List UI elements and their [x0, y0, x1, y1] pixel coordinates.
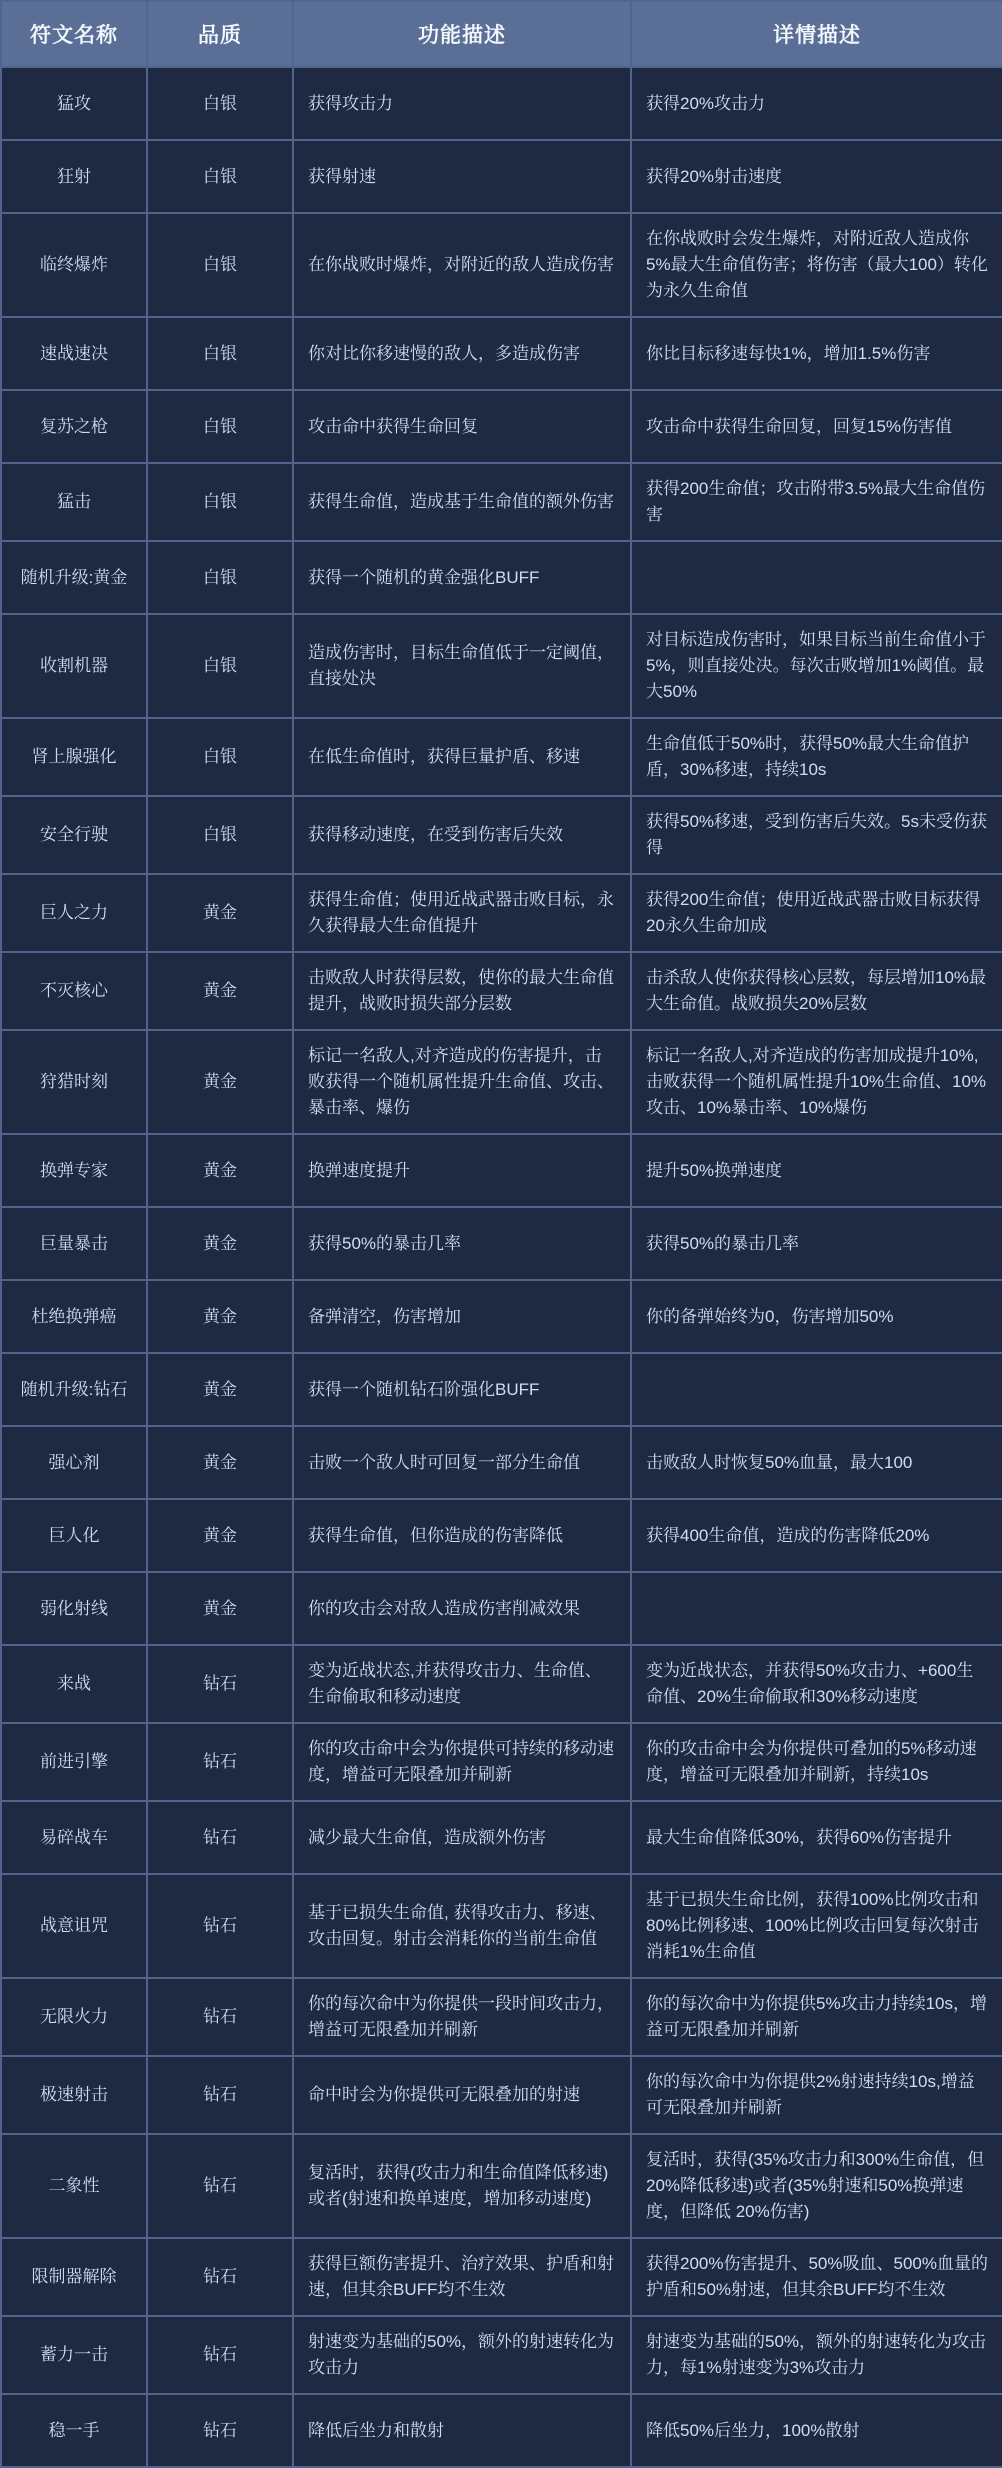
table-row	[1, 2394, 1002, 2467]
quality-cell: 白银	[147, 317, 293, 390]
quality-cell: 白银	[147, 463, 293, 541]
quality-cell: 白银	[147, 140, 293, 213]
table-row	[1, 1353, 1002, 1426]
function-cell: 获得巨额伤害提升、治疗效果、护盾和射速，但其余BUFF均不生效	[293, 2238, 631, 2316]
detail-cell: 击败敌人时恢复50%血量，最大100	[631, 1426, 1002, 1499]
quality-cell: 白银	[147, 390, 293, 463]
detail-cell: 获得200%伤害提升、50%吸血、500%血量的护盾和50%射速，但其余BUFF均不生效	[631, 2238, 1002, 2316]
table-header-row	[1, 1, 1002, 67]
table-row	[1, 1978, 1002, 2056]
quality-cell: 钻石	[147, 2394, 293, 2467]
rune-name-cell: 战意诅咒	[1, 1874, 147, 1978]
rune-name-cell: 蓄力一击	[1, 2316, 147, 2394]
table-row	[1, 952, 1002, 1030]
table-row	[1, 796, 1002, 874]
detail-cell: 获得400生命值，造成的伤害降低20%	[631, 1499, 1002, 1572]
detail-cell: 降低50%后坐力，100%散射	[631, 2394, 1002, 2467]
rune-name-cell: 来战	[1, 1645, 147, 1723]
quality-cell: 黄金	[147, 952, 293, 1030]
rune-name-cell: 狩猎时刻	[1, 1030, 147, 1134]
function-cell: 获得生命值；使用近战武器击败目标，永久获得最大生命值提升	[293, 874, 631, 952]
quality-cell: 钻石	[147, 2134, 293, 2238]
quality-cell: 钻石	[147, 1978, 293, 2056]
function-cell: 在低生命值时，获得巨量护盾、移速	[293, 718, 631, 796]
detail-cell: 获得20%射击速度	[631, 140, 1002, 213]
detail-cell: 获得200生命值；攻击附带3.5%最大生命值伤害	[631, 463, 1002, 541]
rune-name-cell: 随机升级:钻石	[1, 1353, 147, 1426]
detail-cell: 变为近战状态，并获得50%攻击力、+600生命值、20%生命偷取和30%移动速度	[631, 1645, 1002, 1723]
rune-name-cell: 二象性	[1, 2134, 147, 2238]
quality-cell: 黄金	[147, 1353, 293, 1426]
detail-cell: 你的每次命中为你提供2%射速持续10s,增益可无限叠加并刷新	[631, 2056, 1002, 2134]
detail-cell: 获得50%的暴击几率	[631, 1207, 1002, 1280]
table-row	[1, 1134, 1002, 1207]
rune-name-cell: 巨量暴击	[1, 1207, 147, 1280]
quality-cell: 白银	[147, 796, 293, 874]
table-row	[1, 614, 1002, 718]
function-cell: 在你战败时爆炸，对附近的敌人造成伤害	[293, 213, 631, 317]
detail-cell: 生命值低于50%时，获得50%最大生命值护盾，30%移速，持续10s	[631, 718, 1002, 796]
rune-name-cell: 杜绝换弹癌	[1, 1280, 147, 1353]
detail-cell: 攻击命中获得生命回复，回复15%伤害值	[631, 390, 1002, 463]
rune-name-cell: 速战速决	[1, 317, 147, 390]
rune-name-cell: 换弹专家	[1, 1134, 147, 1207]
table-row	[1, 541, 1002, 614]
detail-cell: 获得20%攻击力	[631, 67, 1002, 140]
detail-cell: 你的攻击命中会为你提供可叠加的5%移动速度，增益可无限叠加并刷新，持续10s	[631, 1723, 1002, 1801]
function-cell: 换弹速度提升	[293, 1134, 631, 1207]
detail-cell: 标记一名敌人,对齐造成的伤害加成提升10%,击败获得一个随机属性提升10%生命值、10%攻击、10%暴击率、10%爆伤	[631, 1030, 1002, 1134]
function-cell: 复活时，获得(攻击力和生命值降低移速)或者(射速和换单速度，增加移动速度)	[293, 2134, 631, 2238]
function-cell: 获得射速	[293, 140, 631, 213]
rune-name-cell: 收割机器	[1, 614, 147, 718]
detail-cell: 对目标造成伤害时，如果目标当前生命值小于5%，则直接处决。每次击败增加1%阈值。最大50%	[631, 614, 1002, 718]
detail-cell: 你的备弹始终为0，伤害增加50%	[631, 1280, 1002, 1353]
function-cell: 基于已损失生命值, 获得攻击力、移速、攻击回复。射击会消耗你的当前生命值	[293, 1874, 631, 1978]
function-cell: 备弹清空，伤害增加	[293, 1280, 631, 1353]
detail-cell: 提升50%换弹速度	[631, 1134, 1002, 1207]
table-row	[1, 874, 1002, 952]
table-row	[1, 1723, 1002, 1801]
rune-name-cell: 肾上腺强化	[1, 718, 147, 796]
function-cell: 获得一个随机钻石阶强化BUFF	[293, 1353, 631, 1426]
detail-cell	[631, 1572, 1002, 1645]
quality-cell: 白银	[147, 541, 293, 614]
function-cell: 标记一名敌人,对齐造成的伤害提升，击败获得一个随机属性提升生命值、攻击、暴击率、爆伤	[293, 1030, 631, 1134]
col-header-rune-name: 符文名称	[1, 1, 147, 67]
function-cell: 获得攻击力	[293, 67, 631, 140]
table-row	[1, 1426, 1002, 1499]
quality-cell: 钻石	[147, 1723, 293, 1801]
table-row	[1, 1030, 1002, 1134]
function-cell: 你对比你移速慢的敌人，多造成伤害	[293, 317, 631, 390]
function-cell: 减少最大生命值，造成额外伤害	[293, 1801, 631, 1874]
detail-cell: 获得50%移速，受到伤害后失效。5s未受伤获得	[631, 796, 1002, 874]
table-row	[1, 390, 1002, 463]
function-cell: 造成伤害时，目标生命值低于一定阈值，直接处决	[293, 614, 631, 718]
quality-cell: 白银	[147, 213, 293, 317]
detail-cell	[631, 541, 1002, 614]
detail-cell: 获得200生命值；使用近战武器击败目标获得20永久生命加成	[631, 874, 1002, 952]
rune-name-cell: 安全行驶	[1, 796, 147, 874]
detail-cell: 最大生命值降低30%，获得60%伤害提升	[631, 1801, 1002, 1874]
table-row	[1, 2316, 1002, 2394]
quality-cell: 黄金	[147, 1134, 293, 1207]
table-row	[1, 1499, 1002, 1572]
quality-cell: 钻石	[147, 2316, 293, 2394]
function-cell: 你的攻击命中会为你提供可持续的移动速度，增益可无限叠加并刷新	[293, 1723, 631, 1801]
quality-cell: 钻石	[147, 2056, 293, 2134]
detail-cell: 击杀敌人使你获得核心层数，每层增加10%最大生命值。战败损失20%层数	[631, 952, 1002, 1030]
table-row	[1, 140, 1002, 213]
rune-name-cell: 极速射击	[1, 2056, 147, 2134]
rune-name-cell: 不灭核心	[1, 952, 147, 1030]
table-row	[1, 718, 1002, 796]
rune-name-cell: 强心剂	[1, 1426, 147, 1499]
rune-name-cell: 巨人化	[1, 1499, 147, 1572]
table-row	[1, 317, 1002, 390]
table-row	[1, 213, 1002, 317]
detail-cell: 复活时，获得(35%攻击力和300%生命值，但20%降低移速)或者(35%射速和50%换弹速度，但降低 20%伤害)	[631, 2134, 1002, 2238]
function-cell: 获得生命值，造成基于生命值的额外伤害	[293, 463, 631, 541]
table-row	[1, 2238, 1002, 2316]
table-row	[1, 2056, 1002, 2134]
rune-name-cell: 猛击	[1, 463, 147, 541]
table-row	[1, 1645, 1002, 1723]
function-cell: 射速变为基础的50%，额外的射速转化为攻击力	[293, 2316, 631, 2394]
rune-name-cell: 狂射	[1, 140, 147, 213]
detail-cell: 基于已损失生命比例，获得100%比例攻击和80%比例移速、100%比例攻击回复每次射击消耗1%生命值	[631, 1874, 1002, 1978]
quality-cell: 黄金	[147, 1499, 293, 1572]
rune-name-cell: 巨人之力	[1, 874, 147, 952]
function-cell: 变为近战状态,并获得攻击力、生命值、生命偷取和移动速度	[293, 1645, 631, 1723]
table-body	[1, 67, 1002, 2467]
rune-name-cell: 猛攻	[1, 67, 147, 140]
function-cell: 获得移动速度，在受到伤害后失效	[293, 796, 631, 874]
function-cell: 获得50%的暴击几率	[293, 1207, 631, 1280]
rune-name-cell: 弱化射线	[1, 1572, 147, 1645]
rune-name-cell: 前进引擎	[1, 1723, 147, 1801]
function-cell: 获得生命值，但你造成的伤害降低	[293, 1499, 631, 1572]
detail-cell: 你的每次命中为你提供5%攻击力持续10s，增益可无限叠加并刷新	[631, 1978, 1002, 2056]
function-cell: 命中时会为你提供可无限叠加的射速	[293, 2056, 631, 2134]
detail-cell: 在你战败时会发生爆炸，对附近敌人造成你5%最大生命值伤害；将伤害（最大100）转化为永久生命值	[631, 213, 1002, 317]
rune-name-cell: 稳一手	[1, 2394, 147, 2467]
detail-cell	[631, 1353, 1002, 1426]
quality-cell: 黄金	[147, 874, 293, 952]
function-cell: 降低后坐力和散射	[293, 2394, 631, 2467]
table-row	[1, 2134, 1002, 2238]
table-row	[1, 67, 1002, 140]
function-cell: 击败敌人时获得层数，使你的最大生命值提升，战败时损失部分层数	[293, 952, 631, 1030]
quality-cell: 钻石	[147, 2238, 293, 2316]
table-row	[1, 1801, 1002, 1874]
quality-cell: 黄金	[147, 1572, 293, 1645]
quality-cell: 白银	[147, 718, 293, 796]
col-header-quality: 品质	[147, 1, 293, 67]
detail-cell: 你比目标移速每快1%，增加1.5%伤害	[631, 317, 1002, 390]
rune-name-cell: 随机升级:黄金	[1, 541, 147, 614]
rune-name-cell: 限制器解除	[1, 2238, 147, 2316]
quality-cell: 黄金	[147, 1207, 293, 1280]
function-cell: 获得一个随机的黄金强化BUFF	[293, 541, 631, 614]
quality-cell: 黄金	[147, 1030, 293, 1134]
function-cell: 你的每次命中为你提供一段时间攻击力，增益可无限叠加并刷新	[293, 1978, 631, 2056]
rune-name-cell: 无限火力	[1, 1978, 147, 2056]
quality-cell: 白银	[147, 67, 293, 140]
function-cell: 击败一个敌人时可回复一部分生命值	[293, 1426, 631, 1499]
quality-cell: 白银	[147, 614, 293, 718]
detail-cell: 射速变为基础的50%，额外的射速转化为攻击力，每1%射速变为3%攻击力	[631, 2316, 1002, 2394]
table-row	[1, 1207, 1002, 1280]
table-row	[1, 1572, 1002, 1645]
quality-cell: 钻石	[147, 1801, 293, 1874]
col-header-function: 功能描述	[293, 1, 631, 67]
quality-cell: 黄金	[147, 1426, 293, 1499]
quality-cell: 钻石	[147, 1645, 293, 1723]
quality-cell: 钻石	[147, 1874, 293, 1978]
rune-name-cell: 易碎战车	[1, 1801, 147, 1874]
function-cell: 你的攻击会对敌人造成伤害削减效果	[293, 1572, 631, 1645]
quality-cell: 黄金	[147, 1280, 293, 1353]
table-row	[1, 463, 1002, 541]
rune-name-cell: 临终爆炸	[1, 213, 147, 317]
col-header-detail: 详情描述	[631, 1, 1002, 67]
table-row	[1, 1874, 1002, 1978]
function-cell: 攻击命中获得生命回复	[293, 390, 631, 463]
rune-name-cell: 复苏之枪	[1, 390, 147, 463]
table-row	[1, 1280, 1002, 1353]
